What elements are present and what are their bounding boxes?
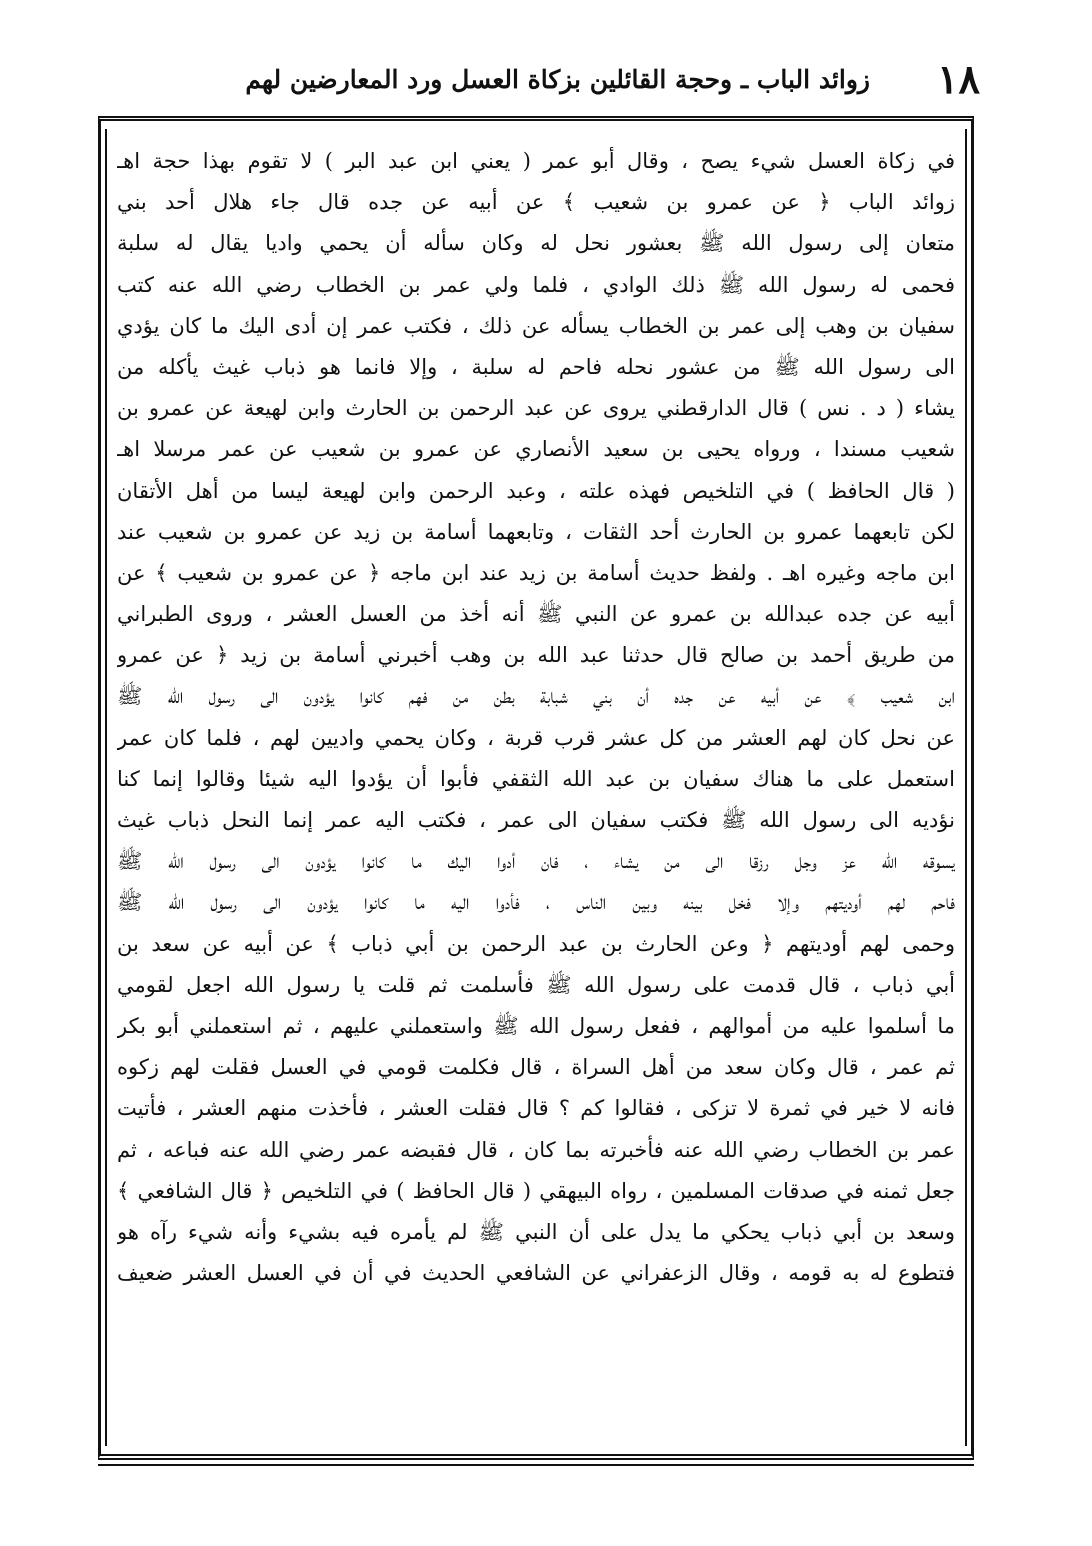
text-line: يشاء ( د . نس ) قال الدارقطني يروى عن عبد الرحمن بن الحارث وابن لهيعة عن عمرو بن	[117, 396, 955, 421]
text-line: لكن تابعهما عمرو بن الحارث أحد الثقات ، وتابعهما أسامة بن زيد عن عمرو بن شعيب عند	[117, 519, 955, 544]
text-line: متعان إلى رسول الله ﷺ بعشور نحل له وكان سأله أن يحمي واديا يقال له سلبة	[117, 231, 955, 256]
body-text	[117, 141, 955, 1294]
frame-inner-rule-left	[105, 129, 107, 1446]
text-line: سفيان بن وهب إلى عمر بن الخطاب يسأله عن ذلك ، فكتب عمر إن أدى اليك ما كان يؤدي	[117, 313, 955, 338]
text-line: فانه لا خير في ثمرة لا تزكى ، فقالوا كم ؟ قال فقلت العشر ، فأخذت منهم العشر ، فأتيت	[117, 1096, 955, 1121]
text-line: ثم عمر ، قال وكان سعد من أهل السراة ، قال فكلمت قومي في العسل فقلت لهم زكوه	[117, 1055, 955, 1080]
text-line: الى رسول الله ﷺ من عشور نحله فاحم له سلبة ، وإلا فانما هو ذباب غيث يأكله من	[117, 354, 955, 379]
text-line: أبي ذباب ، قال قدمت على رسول الله ﷺ فأسلمت ثم قلت يا رسول الله اجعل لقومي	[117, 972, 955, 997]
text-line: ما أسلموا عليه من أموالهم ، ففعل رسول الله ﷺ واستعملني عليهم ، ثم استعملني أبو بكر	[117, 1013, 955, 1038]
text-line: أبيه عن جده عبدالله بن عمرو عن النبي ﷺ أنه أخذ من العسل العشر ، وروى الطبراني	[117, 602, 955, 627]
running-head-title: زوائد الباب ـ وحجة القائلين بزكاة العسل ورد المعارضين لهم	[245, 65, 870, 94]
text-line: استعمل على ما هناك سفيان بن عبد الله الثقفي فأبوا أن يؤدوا اليه شيئا وقالوا إنما كنا	[117, 766, 955, 791]
text-line: وسعد بن أبي ذباب يحكي ما يدل على أن النبي ﷺ لم يأمره فيه بشيء وأنه شيء رآه هو	[117, 1219, 955, 1244]
text-line: شعيب مسندا ، ورواه يحيى بن سعيد الأنصاري عن عمرو بن شعيب عن عمر مرسلا اهـ	[117, 437, 955, 462]
text-line: عن نحل كان لهم العشر من كل عشر قرب قربة ، وكان يحمي واديين لهم ، فلما كان عمر	[117, 725, 955, 750]
text-line: عمر بن الخطاب رضي الله عنه فأخبرته بما كان ، قال فقبضه عمر رضي الله عنه فباعه ، ثم	[117, 1137, 955, 1162]
page-header	[100, 52, 980, 108]
text-line: وحمى لهم أوديتهم ﴿ وعن الحارث بن عبد الرحمن بن أبي ذباب ﴾ عن أبيه عن سعد بن	[117, 931, 955, 956]
bottom-rule	[98, 1464, 974, 1466]
text-line: من طريق أحمد بن صالح قال حدثنا عبد الله بن وهب أخبرني أسامة بن زيد ﴿ عن عمرو	[117, 643, 955, 668]
text-line: ابن ماجه وغيره اهـ . ولفظ حديث أسامة بن زيد عند ابن ماجه ﴿ عن عمرو بن شعيب ﴾ عن	[117, 560, 955, 585]
text-line: جعل ثمنه في صدقات المسلمين ، رواه البيهقي ( قال الحافظ ) في التلخيص ﴿ قال الشافعي ﴾	[117, 1178, 955, 1203]
text-line: فحمى له رسول الله ﷺ ذلك الوادي ، فلما ولي عمر بن الخطاب رضي الله عنه كتب	[117, 272, 955, 297]
page-number: ١٨	[937, 56, 980, 103]
page-frame	[98, 116, 974, 1460]
frame-inner-rule-right	[965, 129, 967, 1446]
text-line: ابن شعيب ﴾ عن أبيه عن جده أن بني شبابة بطن من فهم كانوا يؤدون الى رسول الله ﷺ	[117, 684, 955, 709]
text-line: ( قال الحافظ ) في التلخيص فهذه علته ، وعبد الرحمن وابن لهيعة ليسا من أهل الأتقان	[117, 478, 955, 503]
text-line: في زكاة العسل شيء يصح ، وقال أبو عمر ( يعني ابن عبد البر ) لا تقوم بهذا حجة اهـ	[117, 149, 955, 173]
text-line: فاحم لهم أوديتهم وإلا فخل بينه وبين الناس ، فأدوا اليه ما كانوا يؤدون الى رسول الله ﷺ	[117, 890, 955, 915]
text-line: يسوقه الله عز وجل رزقا الى من يشاء ، فان أدوا اليك ما كانوا يؤدون الى رسول الله ﷺ	[117, 849, 955, 874]
text-line: زوائد الباب ﴿ عن عمرو بن شعيب ﴾ عن أبيه عن جده قال جاء هلال أحد بني	[117, 190, 955, 215]
text-line: فتطوع له به قومه ، وقال الزعفراني عن الشافعي الحديث في أن في العسل العشر ضعيف	[117, 1261, 955, 1286]
text-line: نؤديه الى رسول الله ﷺ فكتب سفيان الى عمر ، فكتب اليه عمر إنما النحل ذباب غيث	[117, 808, 955, 832]
